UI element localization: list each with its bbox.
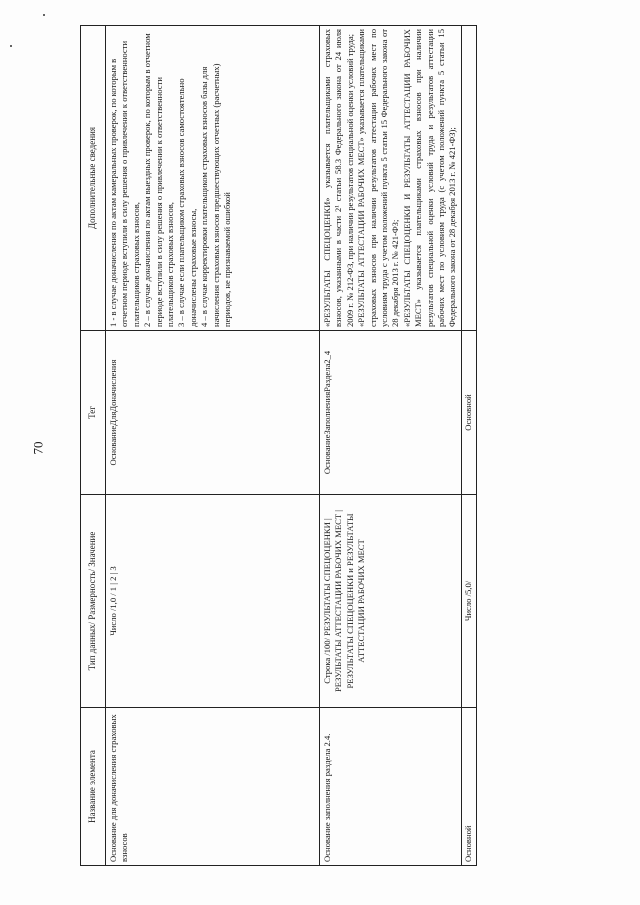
header-additional-info: Дополнительные сведения [81,26,106,331]
header-data-type: Тип данных/ Размерность/ Значение [81,495,106,708]
page-number: 70 [30,441,46,455]
table-header-row [81,26,106,866]
cell-tag: Основной [461,331,476,495]
info-paragraph: 4 – в случае корректировки плательщиком страховых взносов базы для начисления страховых взносов предшествующих отчетных (расчетных) периодов, не признаваемой ошибкой [199,63,233,327]
cell-data-type: Строка /100/ РЕЗУЛЬТАТЫ СПЕЦОЦЕНКИ | РЕЗУЛЬТАТЫ АТТЕСТАЦИИ РАБОЧИХ МЕСТ | РЕЗУЛЬТАТЫ СПЕЦОЦЕНКИ и РЕЗУЛЬТАТЫ АТТЕСТАЦИИ РАБОЧИХ МЕСТ [320,495,462,708]
cell-element-name: Основной [461,708,476,866]
info-paragraph: 2 – в случае доначисления по актам выездных проверок, по которым в отчетном периоде вступили в силу решения о привлечении к ответственности плательщиков страховых взносов, [142,33,176,327]
info-paragraph: «РЕЗУЛЬТАТЫ СПЕЦОЦЕНКИ И РЕЗУЛЬТАТЫ АТТЕСТАЦИИ РАБОЧИХ МЕСТ» указывается плательщиками страховых взносов при наличии результатов специальной оценки условий труда и результатов аттестации рабочих мест по условиям труда (с учетом положений пункта 5 статьи 15 Федерального закона от 28 декабря 2013 г. № 421-ФЗ); [401,29,458,327]
table-row [106,26,320,866]
elements-table [80,25,477,866]
cell-additional-info [461,26,476,331]
cell-additional-info [320,26,462,331]
info-paragraph: 3 – в случае если плательщиком страховых взносов самостоятельно доначислены страховые взносы, [176,78,198,327]
cell-tag: ОснованиеЗаполненияРаздела2_4 [320,331,462,495]
cell-data-type: Число /1,0 / 1 | 2 | 3 [106,495,320,708]
header-tag: Тег [81,331,106,495]
cell-additional-info [106,26,320,331]
header-element-name: Название элемента [81,708,106,866]
cell-tag: ОснованиеДляДоначисления [106,331,320,495]
cell-data-type: Число /5,0/ [461,495,476,708]
cell-element-name: Основание для доначисления страховых взносов [106,708,320,866]
scan-speck [43,14,45,16]
info-paragraph: «РЕЗУЛЬТАТЫ АТТЕСТАЦИИ РАБОЧИХ МЕСТ» указывается плательщиками страховых взносов при наличии результатов аттестации рабочих мест по условиям труда с учетом положений пункта 5 статьи 15 Федерального закона от 28 декабря 2013 г. № 421-ФЗ; [356,29,401,327]
info-paragraph: 1 - в случае доначисления по актам камеральных проверок, по которым в отчетном периоде вступили в силу решения о привлечении к ответственности плательщиков страховых взносов, [108,40,141,327]
info-paragraph: «РЕЗУЛЬТАТЫ СПЕЦОЦЕНКИ» указывается плательщиками страховых взносов, указанными в части 2¹ статьи 58.3 Федерального закона от 24 июля 2009 г. № 212-ФЗ, при наличии результатов специальной оценки условий труда; [322,29,355,327]
table-row [461,26,476,866]
rotated-table-frame [80,26,560,866]
cell-element-name: Основание заполнения раздела 2.4. [320,708,462,866]
scan-speck [10,45,12,47]
table-row [320,26,462,866]
